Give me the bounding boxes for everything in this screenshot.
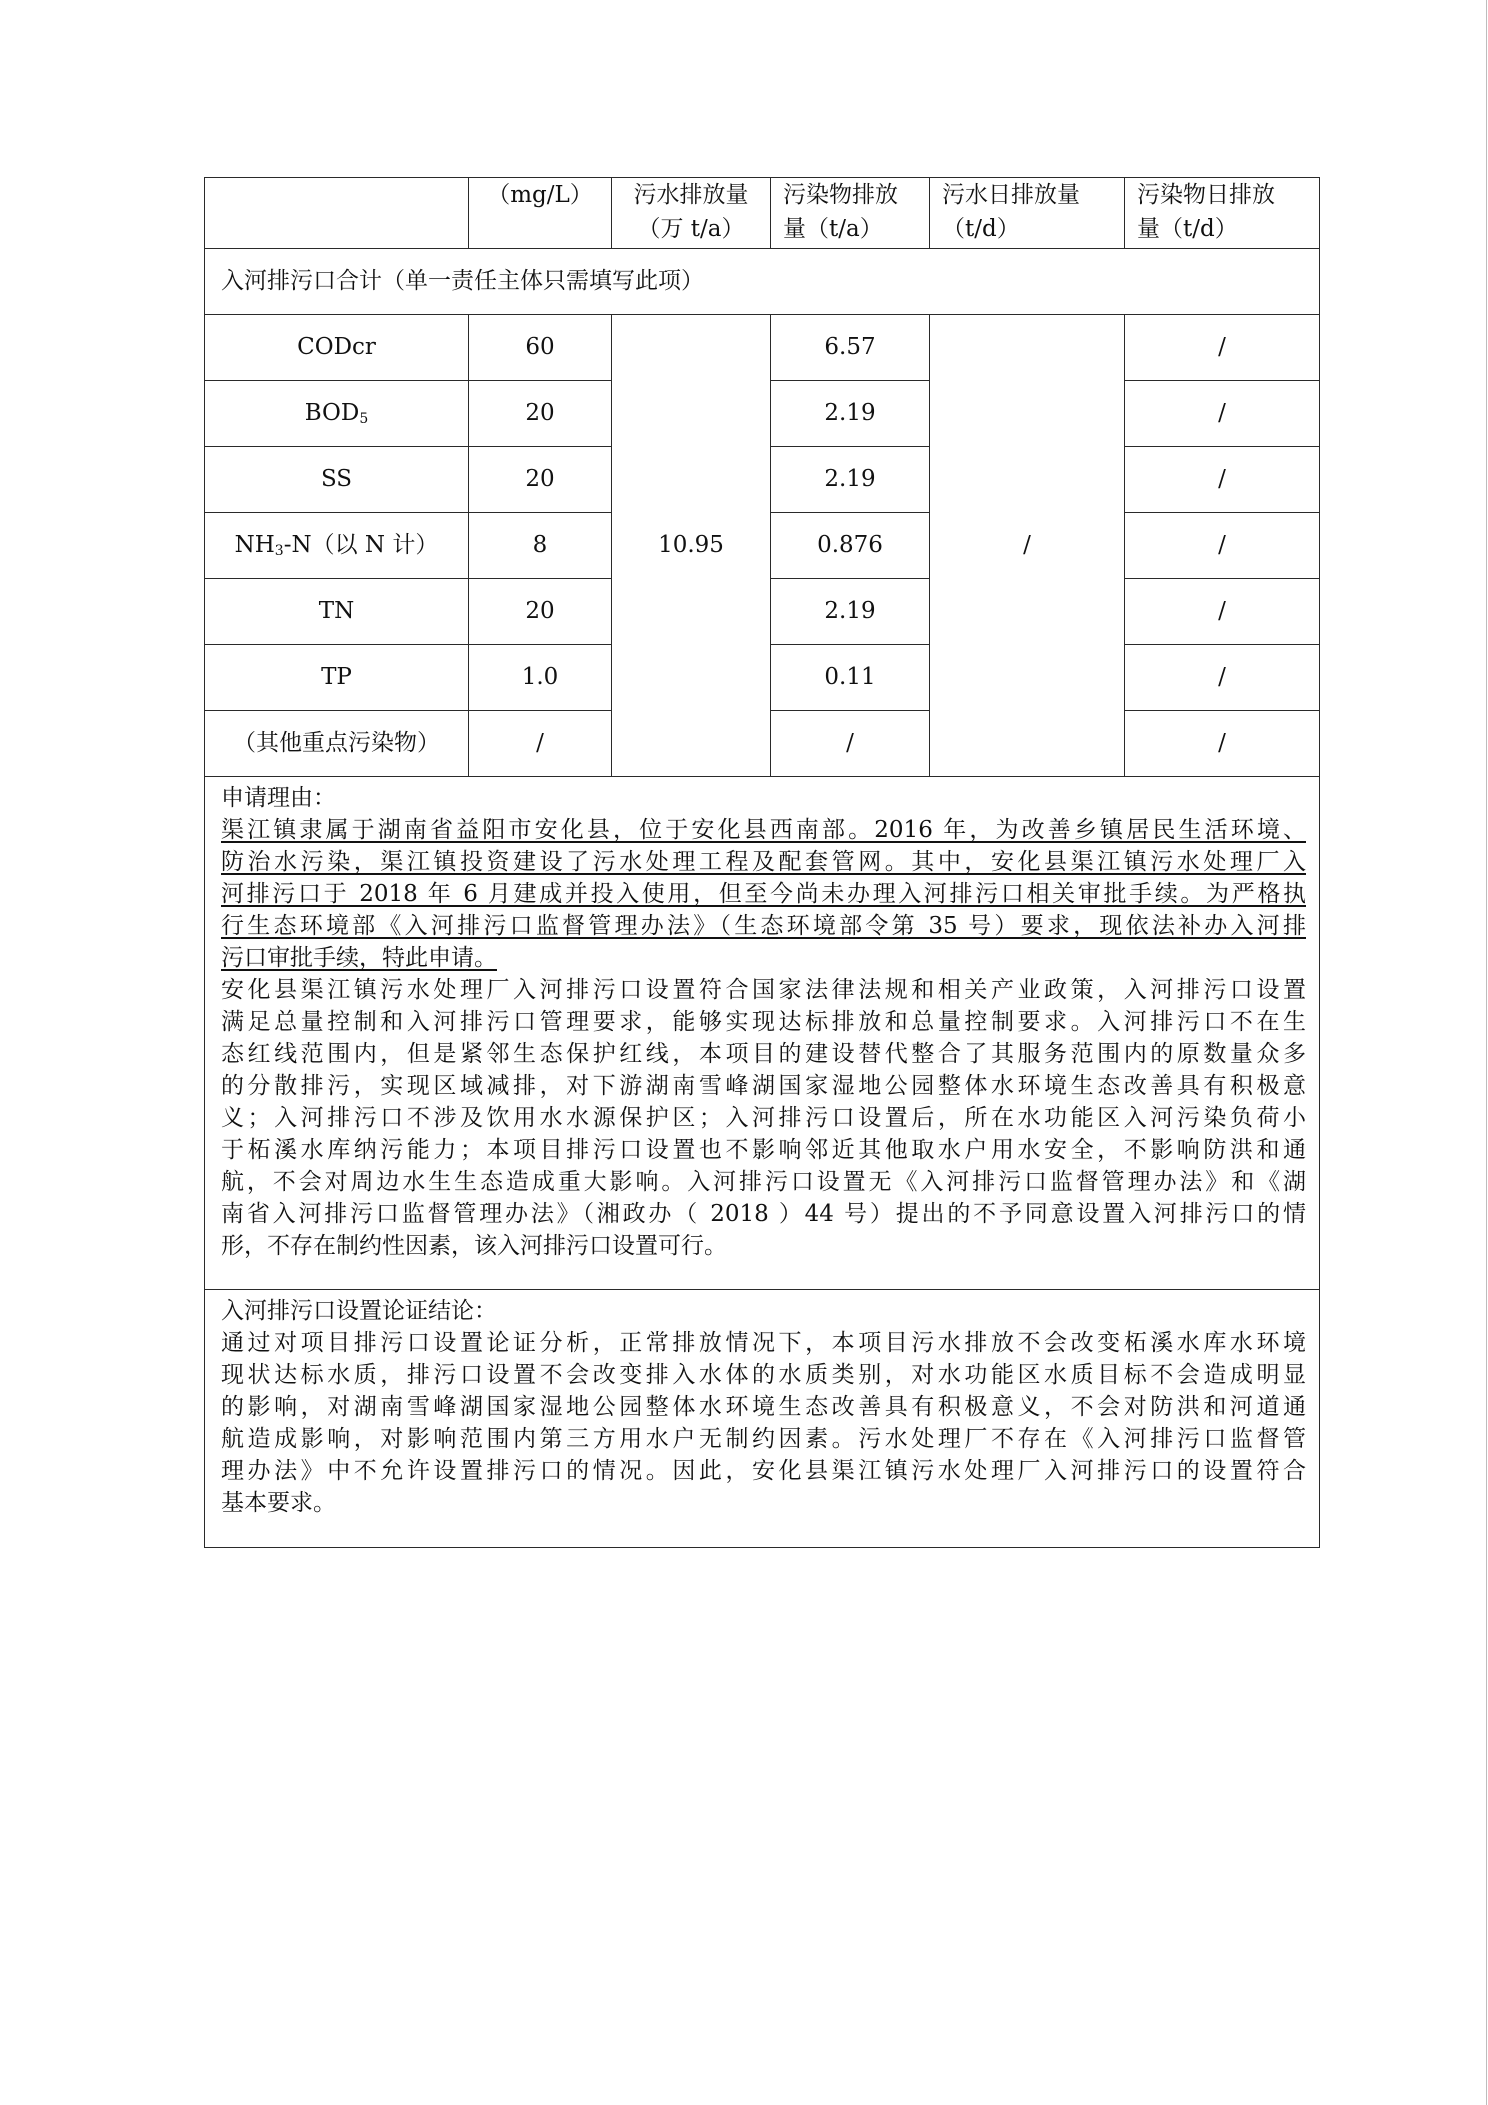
reason-body-line-text: 的分散排污，实现区域减排，对下游湖南雪峰湖国家湿地公园整体水环境生态改善具有积极意 — [221, 1073, 1306, 1099]
pollutant-name-text: CODcr — [297, 334, 376, 360]
reason-body-line-text: 南省入河排污口监督管理办法》（湘政办（ 2018 ）44 号）提出的不予同意设置入河排污口的情 — [221, 1201, 1306, 1227]
header-line: （万 t/a） — [637, 216, 745, 242]
page-edge-line — [1486, 0, 1487, 2105]
header-cell-pollutant-annual — [771, 178, 930, 249]
pollutant-daily-cell: / — [1125, 381, 1320, 447]
conclusion-body-line-text: 通过对项目排污口设置论证分析，正常排放情况下，本项目污水排放不会改变柘溪水库水环境 — [221, 1330, 1306, 1356]
header-cell-empty — [205, 178, 469, 249]
reason-underlined-line — [221, 942, 1306, 974]
conclusion-body-line-text: 基本要求。 — [221, 1490, 336, 1516]
header-line: （t/d） — [942, 216, 1020, 242]
conclusion-body-line-text: 航造成影响，对影响范围内第三方用水户无制约因素。污水处理厂不存在《入河排污口监督管 — [221, 1426, 1306, 1452]
pollutant-name-text: NH — [234, 532, 275, 558]
subtotal-label: 入河排污口合计（单一责任主体只需填写此项） — [205, 249, 1320, 315]
reason-underlined-line: 行生态环境部《入河排污口监督管理办法》（生态环境部令第 35 号）要求，现依法补办入河排 — [221, 913, 1306, 939]
conclusion-body-line — [221, 1359, 1306, 1391]
pollutant-name — [205, 513, 469, 579]
reason-underlined-line: 渠江镇隶属于湖南省益阳市安化县，位于安化县西南部。2016 年，为改善乡镇居民生活环境、 — [221, 817, 1306, 843]
concentration-cell: 20 — [469, 381, 612, 447]
reason-title: 申请理由： — [221, 785, 336, 811]
pollutant-annual-cell: 6.57 — [771, 315, 930, 381]
conclusion-body-line — [221, 1423, 1306, 1455]
reason-body-line-text: 满足总量控制和入河排污口管理要求，能够实现达标排放和总量控制要求。入河排污口不在生 — [221, 1009, 1306, 1035]
pollutant-subscript: 5 — [359, 411, 369, 427]
header-line: （mg/L） — [487, 182, 593, 208]
pollutant-name — [205, 447, 469, 513]
conclusion-body-line-text: 理办法》中不允许设置排污口的情况。因此，安化县渠江镇污水处理厂入河排污口的设置符合 — [221, 1458, 1306, 1484]
conclusion-title: 入河排污口设置论证结论： — [221, 1298, 497, 1324]
header-row — [205, 178, 1320, 249]
pollutant-row — [205, 315, 1320, 381]
reason-body-line — [221, 974, 1306, 1006]
pollutant-daily-cell: / — [1125, 315, 1320, 381]
reason-body-line — [221, 1134, 1306, 1166]
pollutant-annual-cell: 0.876 — [771, 513, 930, 579]
pollutant-annual-cell: 2.19 — [771, 447, 930, 513]
pollutant-name — [205, 711, 469, 777]
conclusion-cell — [205, 1290, 1320, 1548]
header-cell-wastewater-daily — [930, 178, 1125, 249]
pollutant-name-text: TN — [318, 598, 355, 624]
pollutant-daily-cell: / — [1125, 447, 1320, 513]
reason-body-line — [221, 1230, 1306, 1262]
conclusion-row — [205, 1290, 1320, 1548]
pollutant-name — [205, 645, 469, 711]
reason-body-line-text: 态红线范围内，但是紧邻生态保护红线，本项目的建设替代整合了其服务范围内的原数量众多 — [221, 1041, 1306, 1067]
reason-body-line-text: 义；入河排污口不涉及饮用水水源保护区；入河排污口设置后，所在水功能区入河污染负荷小 — [221, 1105, 1306, 1131]
conclusion-body-line-text: 现状达标水质，排污口设置不会改变排入水体的水质类别，对水功能区水质目标不会造成明显 — [221, 1362, 1306, 1388]
reason-body-line — [221, 1006, 1306, 1038]
header-line: 量（t/d） — [1137, 216, 1238, 242]
pollutant-daily-cell: / — [1125, 579, 1320, 645]
conclusion-body-line — [221, 1455, 1306, 1487]
outfall-application-table — [204, 177, 1320, 1548]
header-line: 污染物排放 — [783, 182, 898, 208]
pollutant-subscript: 3 — [274, 543, 284, 559]
wastewater-annual-merged-cell: 10.95 — [612, 315, 771, 777]
reason-body-line — [221, 1038, 1306, 1070]
header-cell-wastewater-annual — [612, 178, 771, 249]
reason-body-line-text: 形，不存在制约性因素，该入河排污口设置可行。 — [221, 1233, 727, 1259]
reason-body-line-text: 航，不会对周边水生生态造成重大影响。入河排污口设置无《入河排污口监督管理办法》和《湖 — [221, 1169, 1306, 1195]
pollutant-name — [205, 315, 469, 381]
pollutant-daily-cell: / — [1125, 645, 1320, 711]
pollutant-annual-cell: 2.19 — [771, 579, 930, 645]
pollutant-name — [205, 381, 469, 447]
concentration-cell: 20 — [469, 579, 612, 645]
reason-body-line — [221, 1166, 1306, 1198]
wastewater-daily-merged-cell: / — [930, 315, 1125, 777]
conclusion-body-line-text: 的影响，对湖南雪峰湖国家湿地公园整体水环境生态改善具有积极意义，不会对防洪和河道通 — [221, 1394, 1306, 1420]
reason-underlined-line-text: 污口审批手续，特此申请。 — [221, 945, 497, 971]
pollutant-daily-cell: / — [1125, 711, 1320, 777]
concentration-cell: / — [469, 711, 612, 777]
subtotal-row — [205, 249, 1320, 315]
reason-cell — [205, 777, 1320, 1290]
pollutant-name-text: （其他重点污染物） — [233, 730, 440, 756]
concentration-cell: 8 — [469, 513, 612, 579]
header-line: 量（t/a） — [783, 216, 883, 242]
reason-body-line — [221, 1198, 1306, 1230]
pollutant-name-text: TP — [321, 664, 352, 690]
header-line: 污水排放量 — [633, 182, 749, 208]
header-line: 污水日排放量 — [942, 182, 1080, 208]
reason-row — [205, 777, 1320, 1290]
pollutant-daily-cell: / — [1125, 513, 1320, 579]
concentration-cell: 60 — [469, 315, 612, 381]
reason-body-line — [221, 1070, 1306, 1102]
reason-underlined-line: 防治水污染，渠江镇投资建设了污水处理工程及配套管网。其中，安化县渠江镇污水处理厂入 — [221, 849, 1306, 875]
header-cell-concentration — [469, 178, 612, 249]
conclusion-body-line — [221, 1487, 1306, 1519]
reason-body-line — [221, 1102, 1306, 1134]
reason-underlined-line: 河排污口于 2018 年 6 月建成并投入使用，但至今尚未办理入河排污口相关审批手续。为严格执 — [221, 881, 1306, 907]
pollutant-name-text: BOD — [304, 400, 360, 426]
conclusion-body-line — [221, 1391, 1306, 1423]
concentration-cell: 20 — [469, 447, 612, 513]
pollutant-name-text: SS — [320, 466, 353, 492]
pollutant-annual-cell: 2.19 — [771, 381, 930, 447]
pollutant-name-suffix: -N（以 N 计） — [283, 532, 439, 558]
header-cell-pollutant-daily — [1125, 178, 1320, 249]
concentration-cell: 1.0 — [469, 645, 612, 711]
pollutant-annual-cell: 0.11 — [771, 645, 930, 711]
conclusion-body-line — [221, 1327, 1306, 1359]
header-line: 污染物日排放 — [1137, 182, 1275, 208]
reason-body-line-text: 于柘溪水库纳污能力；本项目排污口设置也不影响邻近其他取水户用水安全，不影响防洪和通 — [221, 1137, 1306, 1163]
pollutant-annual-cell: / — [771, 711, 930, 777]
reason-body-line-text: 安化县渠江镇污水处理厂入河排污口设置符合国家法律法规和相关产业政策，入河排污口设置 — [221, 977, 1306, 1003]
pollutant-name — [205, 579, 469, 645]
